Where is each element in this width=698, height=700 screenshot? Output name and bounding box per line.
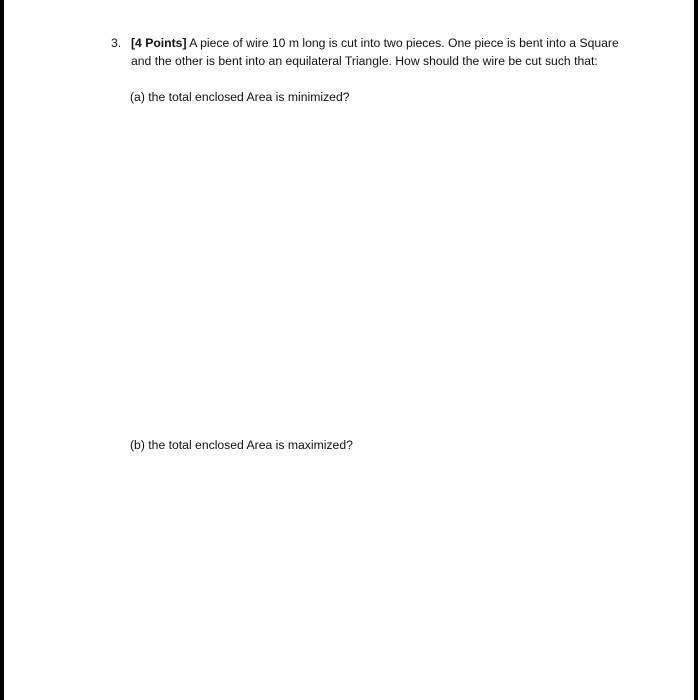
part-b-label: (b): [130, 438, 145, 452]
question-line-1: [111, 35, 671, 53]
question-block: [111, 35, 671, 70]
part-a-label: (a): [130, 90, 145, 104]
question-number: 3.: [111, 36, 122, 50]
question-line-2: [111, 53, 671, 71]
part-b-text: the total enclosed Area is maximized?: [148, 438, 353, 452]
question-points: [4 Points]: [131, 36, 187, 50]
question-text-line-1: A piece of wire 10 m long is cut into two pieces. One piece is bent into a Square: [186, 36, 619, 50]
part-a-text: the total enclosed Area is minimized?: [148, 90, 350, 104]
part-b: [130, 437, 353, 454]
part-a: [130, 89, 350, 106]
question-text-line-2: and the other is bent into an equilateral Triangle. How should the wire be cut such that:: [131, 53, 598, 68]
